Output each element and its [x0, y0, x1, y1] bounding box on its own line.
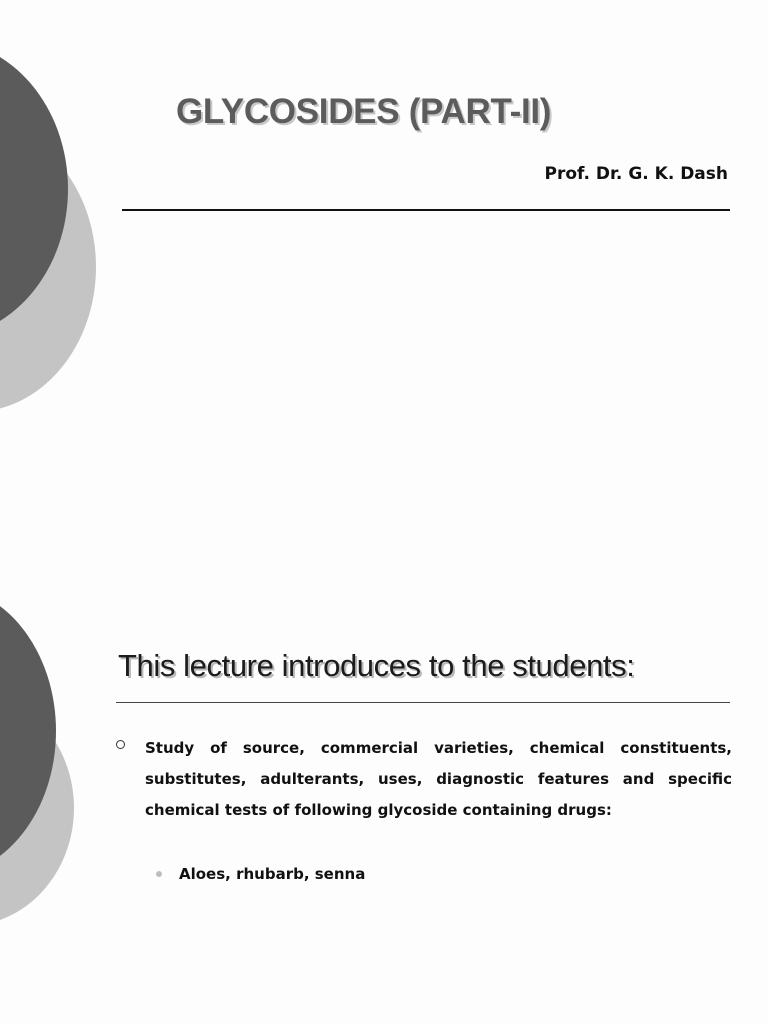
content-slide	[0, 520, 768, 1024]
sub-bullet-text: Aloes, rhubarb, senna	[179, 865, 366, 883]
hollow-circle-bullet-icon	[116, 740, 125, 749]
title-divider	[122, 209, 730, 211]
slide-title: GLYCOSIDES (PART-II)	[176, 92, 552, 131]
bullet-text: Study of source, commercial varieties, chemical constituents, substitutes, adulterants, uses, diagnostic features and specific chemical tests of following glycoside containing drugs:	[145, 739, 732, 819]
filled-dot-bullet-icon	[156, 871, 162, 877]
author-name: Prof. Dr. G. K. Dash	[544, 164, 728, 184]
heading-divider	[116, 702, 730, 703]
slide-heading: This lecture introduces to the students:	[118, 648, 635, 683]
